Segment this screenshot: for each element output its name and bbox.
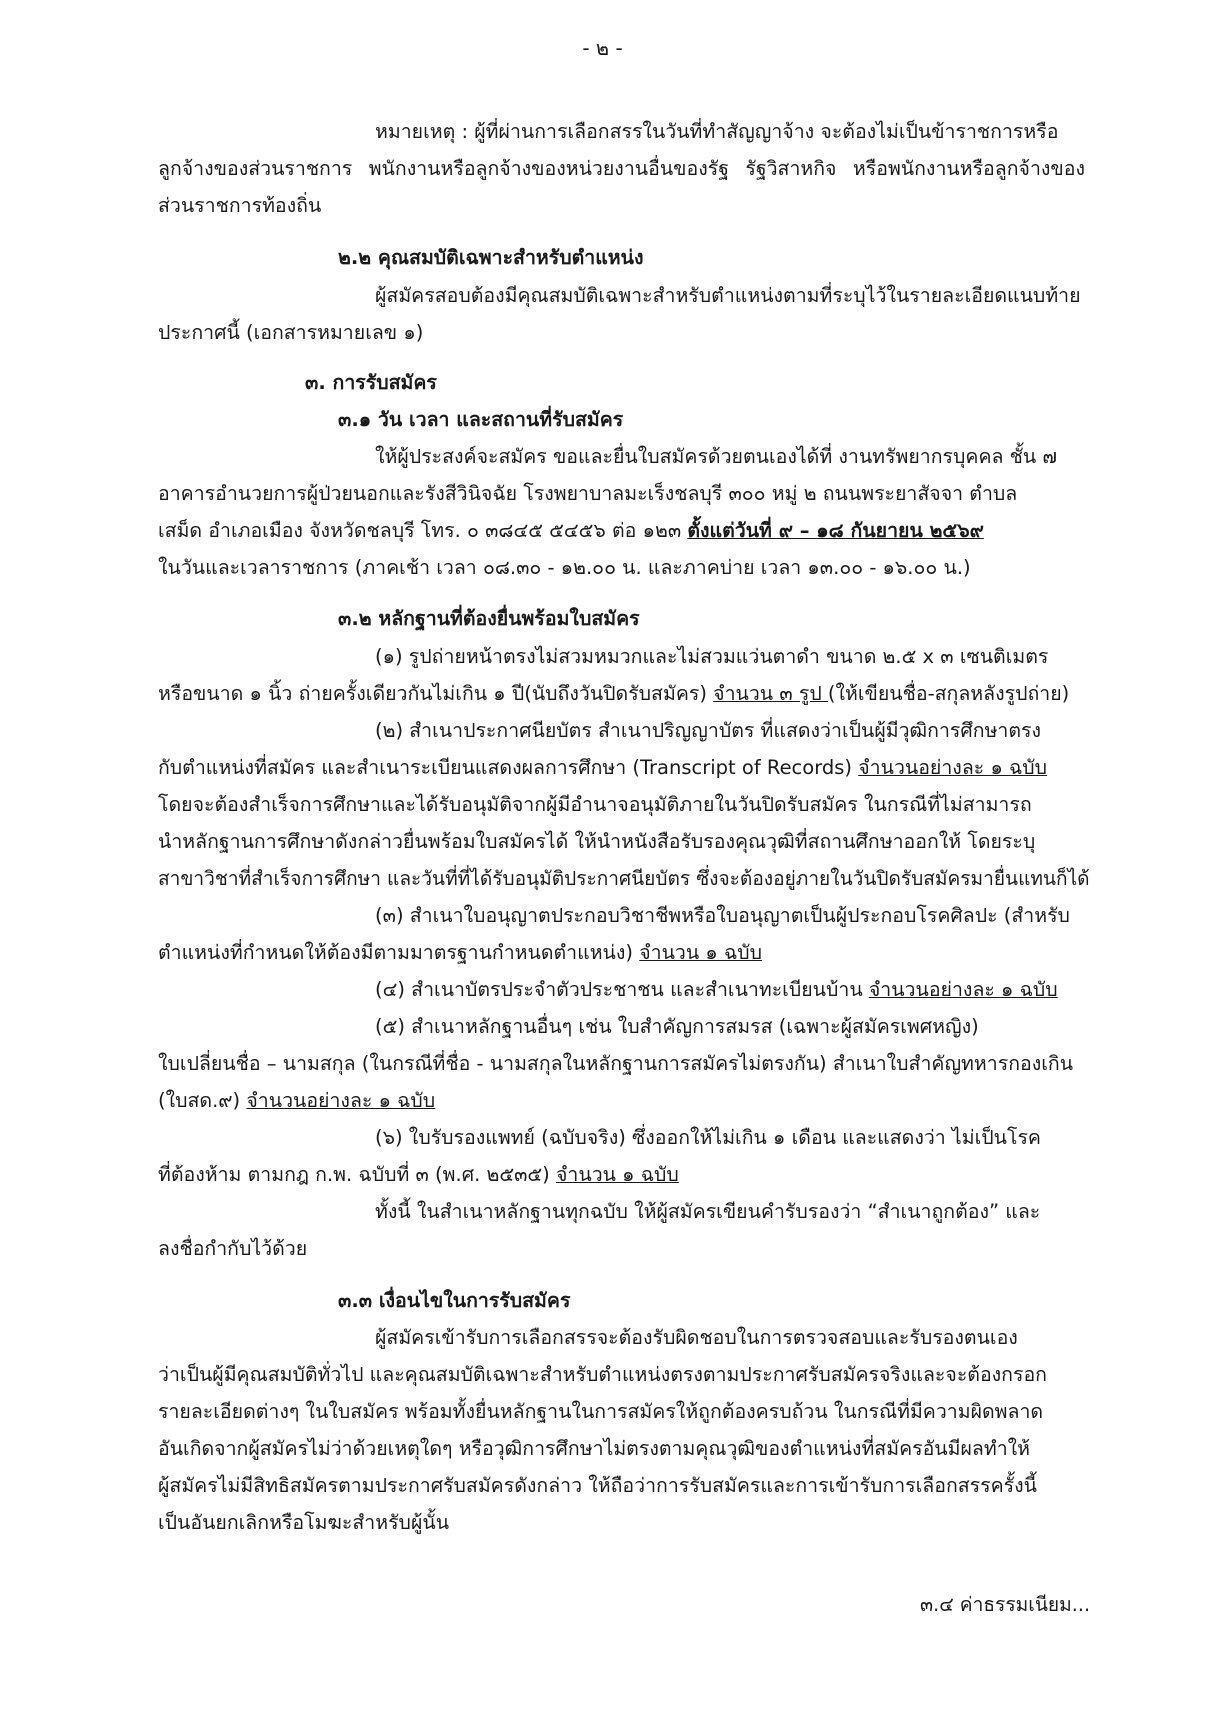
note-line-2: ลูกจ้างของส่วนราชการ พนักงานหรือลูกจ้างของหน่วยงานอื่นของรัฐ รัฐวิสาหกิจ หรือพนักงานหรือลูกจ้างของ bbox=[158, 157, 1085, 180]
section-3-3-line-5: ผู้สมัครไม่มีสิทธิสมัครตามประกาศรับสมัครดังกล่าว ให้ถือว่าการรับสมัครและการเข้ารับการเลือกสรรครั้งนี้ bbox=[158, 1474, 1037, 1497]
section-3-1-heading: ๓.๑ วัน เวลา และสถานที่รับสมัคร bbox=[338, 408, 624, 431]
section-3-3-heading: ๓.๓ เงื่อนไขในการรับสมัคร bbox=[338, 1289, 571, 1312]
item-2-line-2 bbox=[158, 754, 1047, 782]
item-4-line-1-text: (๔) สำเนาบัตรประจำตัวประชาชน และสำเนาทะเบียนบ้าน bbox=[375, 978, 869, 1001]
section-3-3-line-2: ว่าเป็นผู้มีคุณสมบัติทั่วไป และคุณสมบัติเฉพาะสำหรับตำแหน่งตรงตามประกาศรับสมัครจริงและจะต้องกรอก bbox=[158, 1363, 1047, 1386]
item-3-line-2-text: ตำแหน่งที่กำหนดให้ต้องมีตามมาตรฐานกำหนดตำแหน่ง) bbox=[158, 941, 640, 964]
continued-marker: ๓.๔ ค่าธรรมเนียม... bbox=[920, 1593, 1091, 1616]
section-3-1-line-3-text: เสม็ด อำเภอเมือง จังหวัดชลบุรี โทร. ๐ ๓๘๔๕ ๕๔๕๖ ต่อ ๑๒๓ bbox=[158, 519, 688, 542]
certification-line-1: ทั้งนี้ ในสำเนาหลักฐานทุกฉบับ ให้ผู้สมัครเขียนคำรับรองว่า “สำเนาถูกต้อง” และ bbox=[375, 1200, 1041, 1223]
item-3-quantity: จำนวน ๑ ฉบับ bbox=[639, 941, 763, 964]
item-1-line-2-text: หรือขนาด ๑ นิ้ว ถ่ายครั้งเดียวกันไม่เกิน ๑ ปี(นับถึงวันปิดรับสมัคร) bbox=[158, 682, 714, 705]
section-2-2-line-1: ผู้สมัครสอบต้องมีคุณสมบัติเฉพาะสำหรับตำแหน่งตามที่ระบุไว้ในรายละเอียดแนบท้าย bbox=[375, 284, 1081, 307]
page-number: - ๒ - bbox=[582, 36, 623, 60]
note-line-3: ส่วนราชการท้องถิ่น bbox=[158, 194, 322, 217]
section-3-heading: ๓. การรับสมัคร bbox=[305, 371, 437, 394]
item-5-line-2: ใบเปลี่ยนชื่อ – นามสกุล (ในกรณีที่ชื่อ - นามสกุลในหลักฐานการสมัครไม่ตรงกัน) สำเนาใบสำคัญทหารกองเกิน bbox=[158, 1052, 1074, 1075]
item-1-line-2-suffix: (ให้เขียนชื่อ-สกุลหลังรูปถ่าย) bbox=[827, 682, 1070, 705]
item-2-quantity: จำนวนอย่างละ ๑ ฉบับ bbox=[858, 756, 1048, 779]
section-3-3-line-3: รายละเอียดต่างๆ ในใบสมัคร พร้อมทั้งยื่นหลักฐานในการสมัครให้ถูกต้องครบถ้วน ในกรณีที่มีความผิดพลาด bbox=[158, 1400, 1044, 1423]
section-3-3-line-1: ผู้สมัครเข้ารับการเลือกสรรจะต้องรับผิดชอบในการตรวจสอบและรับรองตนเอง bbox=[375, 1326, 1018, 1349]
section-3-1-line-2: อาคารอำนวยการผู้ป่วยนอกและรังสีวินิจฉัย โรงพยาบาลมะเร็งชลบุรี ๓๐๐ หมู่ ๒ ถนนพระยาสัจจา ตำบล bbox=[158, 482, 1018, 505]
item-6-line-2-text: ที่ต้องห้าม ตามกฎ ก.พ. ฉบับที่ ๓ (พ.ศ. ๒๕๓๕) bbox=[158, 1163, 556, 1186]
section-3-3-line-6: เป็นอันยกเลิกหรือโมฆะสำหรับผู้นั้น bbox=[158, 1511, 450, 1534]
item-1-line-2 bbox=[158, 680, 1069, 708]
item-5-line-1: (๕) สำเนาหลักฐานอื่นๆ เช่น ใบสำคัญการสมรส (เฉพาะผู้สมัครเพศหญิง) bbox=[375, 1015, 979, 1038]
item-1-line-1: (๑) รูปถ่ายหน้าตรงไม่สวมหมวกและไม่สวมแว่นตาดำ ขนาด ๒.๕ x ๓ เซนติเมตร bbox=[375, 645, 1049, 668]
item-5-line-3 bbox=[158, 1087, 435, 1115]
section-3-1-line-4: ในวันและเวลาราชการ (ภาคเช้า เวลา ๐๘.๓๐ - ๑๒.๐๐ น. และภาคบ่าย เวลา ๑๓.๐๐ - ๑๖.๐๐ น.) bbox=[158, 556, 971, 579]
application-period: ตั้งแต่วันที่ ๙ – ๑๘ กันยายน ๒๕๖๙ bbox=[687, 519, 984, 542]
item-2-line-4: นำหลักฐานการศึกษาดังกล่าวยื่นพร้อมใบสมัครได้ ให้นำหนังสือรับรองคุณวุฒิที่สถานศึกษาออกให้ โดยระบุ bbox=[158, 830, 1036, 853]
item-6-quantity: จำนวน ๑ ฉบับ bbox=[556, 1163, 679, 1186]
item-4-quantity: จำนวนอย่างละ ๑ ฉบับ bbox=[868, 978, 1058, 1001]
section-3-2-heading: ๓.๒ หลักฐานที่ต้องยื่นพร้อมใบสมัคร bbox=[338, 607, 640, 630]
item-6-line-2 bbox=[158, 1161, 679, 1189]
item-5-quantity: จำนวนอย่างละ ๑ ฉบับ bbox=[246, 1089, 436, 1112]
item-2-line-3: โดยจะต้องสำเร็จการศึกษาและได้รับอนุมัติจากผู้มีอำนาจอนุมัติภายในวันปิดรับสมัคร ในกรณีที่ไม่สามารถ bbox=[158, 793, 1032, 816]
note-line-1: หมายเหตุ : ผู้ที่ผ่านการเลือกสรรในวันที่ทำสัญญาจ้าง จะต้องไม่เป็นข้าราชการหรือ bbox=[375, 120, 1059, 143]
item-3-line-1: (๓) สำเนาใบอนุญาตประกอบวิชาชีพหรือใบอนุญาตเป็นผู้ประกอบโรคศิลปะ (สำหรับ bbox=[375, 904, 1070, 927]
item-2-line-5: สาขาวิชาที่สำเร็จการศึกษา และวันที่ที่ได้รับอนุมัติประกาศนียบัตร ซึ่งจะต้องอยู่ภายในวันปิดรับสมัครมายื่นแทนก็ได้ bbox=[158, 867, 1090, 890]
section-2-2-heading: ๒.๒ คุณสมบัติเฉพาะสำหรับตำแหน่ง bbox=[338, 246, 644, 269]
item-5-line-3-text: (ใบสด.๙) bbox=[158, 1089, 247, 1112]
item-6-line-1: (๖) ใบรับรองแพทย์ (ฉบับจริง) ซึ่งออกให้ไม่เกิน ๑ เดือน และแสดงว่า ไม่เป็นโรค bbox=[375, 1126, 1041, 1149]
certification-line-2: ลงชื่อกำกับไว้ด้วย bbox=[158, 1237, 308, 1260]
item-2-line-2-text: กับตำแหน่งที่สมัคร และสำเนาระเบียนแสดงผลการศึกษา (Transcript of Records) bbox=[158, 756, 859, 779]
item-4-line-1 bbox=[375, 976, 1058, 1004]
section-3-3-line-4: อันเกิดจากผู้สมัครไม่ว่าด้วยเหตุใดๆ หรือวุฒิการศึกษาไม่ตรงตามคุณวุฒิของตำแหน่งที่สมัครอันมีผลทำให้ bbox=[158, 1437, 1031, 1460]
section-3-1-line-1: ให้ผู้ประสงค์จะสมัคร ขอและยื่นใบสมัครด้วยตนเองได้ที่ งานทรัพยากรบุคคล ชั้น ๗ bbox=[375, 445, 1058, 468]
section-2-2-line-2: ประกาศนี้ (เอกสารหมายเลข ๑) bbox=[158, 321, 424, 344]
section-3-1-line-3 bbox=[158, 517, 984, 545]
item-2-line-1: (๒) สำเนาประกาศนียบัตร สำเนาปริญญาบัตร ที่แสดงว่าเป็นผู้มีวุฒิการศึกษาตรง bbox=[375, 719, 1042, 742]
item-1-quantity: จำนวน ๓ รูป bbox=[713, 682, 828, 705]
item-3-line-2 bbox=[158, 939, 762, 967]
